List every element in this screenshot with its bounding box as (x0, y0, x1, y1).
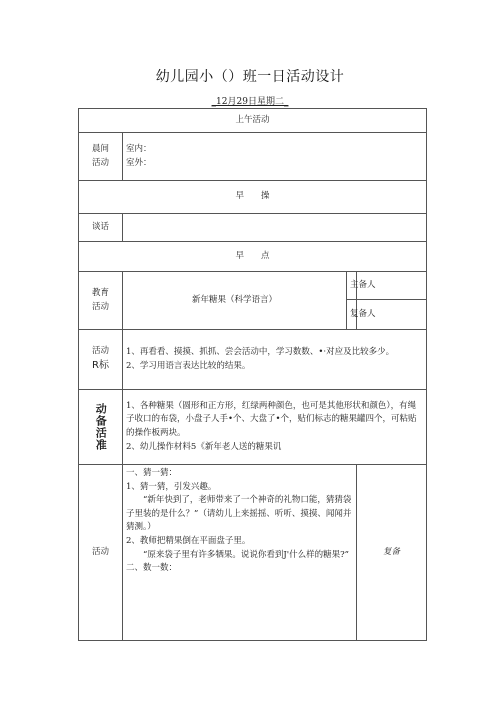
preparation-row (79, 390, 427, 465)
goals-row (79, 330, 427, 390)
preparation-item: 1、各种糖果（圆形和正方形，红绿两种颜色，也可是其他形状和颜色），有绳子收口的布袋，小盘子人手•个、大盘了•个，贴们标志的糖果罐四个，可粘贴的操作板两块。 (126, 400, 417, 438)
talk-row (79, 214, 427, 242)
talk-label: 谈话 (79, 214, 123, 242)
document-date (0, 94, 500, 107)
morning-section-title: 上午活动 (79, 109, 427, 133)
lead-preparer-label: 主备人 (347, 272, 357, 300)
goal-item: 1、再看看、摸摸、抓抓、尝会活动中，学习数数、•·对应及比较多少。 (126, 346, 395, 357)
education-label (79, 272, 123, 330)
morning-activity-content (123, 133, 427, 181)
goals-content (123, 330, 427, 390)
outdoor-line: 室外： (126, 157, 152, 168)
snack-row (79, 242, 427, 272)
process-label: 活动 (79, 465, 123, 641)
process-line: 1、猜一猜，引发兴趣。 (126, 481, 217, 492)
education-label-line-1: 教育 (91, 287, 109, 298)
exercise-row (79, 181, 427, 214)
process-line: 2、教师把精果倒在平面盘子里。 (126, 535, 251, 546)
goals-label-line-2: R标 (92, 360, 109, 372)
activity-plan-table (78, 108, 427, 641)
morning-activity-label (79, 133, 123, 181)
education-row-top (79, 272, 427, 300)
revision-label: 复备 (357, 465, 427, 641)
preparation-content (123, 390, 427, 465)
education-label-line-2: 活动 (91, 301, 109, 312)
process-line: “新年快到了，老师带来了一个神奇的礼物口能，猜猜袋子里装的是什么？”（请幼儿上来摇摇、听听、摸摸、闻闻并猜测。） (126, 495, 352, 533)
preparation-item: 2、幼儿操作材料5《新年老人送的糖果讥 (126, 441, 282, 452)
process-row (79, 465, 427, 641)
process-line: 一、猜一猜： (126, 468, 178, 478)
co-preparer-label: 复备人 (347, 300, 357, 330)
preparation-label: 动备活准 (94, 403, 108, 451)
date-text: _12月29日星期二_ (211, 97, 289, 107)
exercise-title: 早 操 (79, 181, 427, 214)
snack-title: 早 点 (79, 242, 427, 272)
morning-activity-row (79, 133, 427, 181)
morning-activity-label-line-1: 晨间 (91, 143, 109, 154)
talk-content (123, 214, 427, 242)
preparation-label-cell (79, 390, 123, 465)
goal-item: 2、学习用语言表达比较的结果。 (126, 360, 251, 371)
morning-activity-label-line-2: 活动 (91, 157, 109, 168)
goals-label-line-1: 活动 (91, 345, 109, 356)
goals-label (79, 330, 123, 390)
education-activity-name: 新年糖果（科学语言） (123, 272, 347, 330)
process-content (123, 465, 357, 641)
morning-section-row (79, 109, 427, 133)
document-title: 幼儿园小（）班一日活动设计 (155, 69, 345, 85)
process-line: “原来袋子里有许多牺果。说说你看到J'什么样的糖果?” (143, 549, 349, 560)
process-line: 二、数一数： (126, 563, 178, 574)
indoor-line: 室内： (126, 143, 152, 154)
